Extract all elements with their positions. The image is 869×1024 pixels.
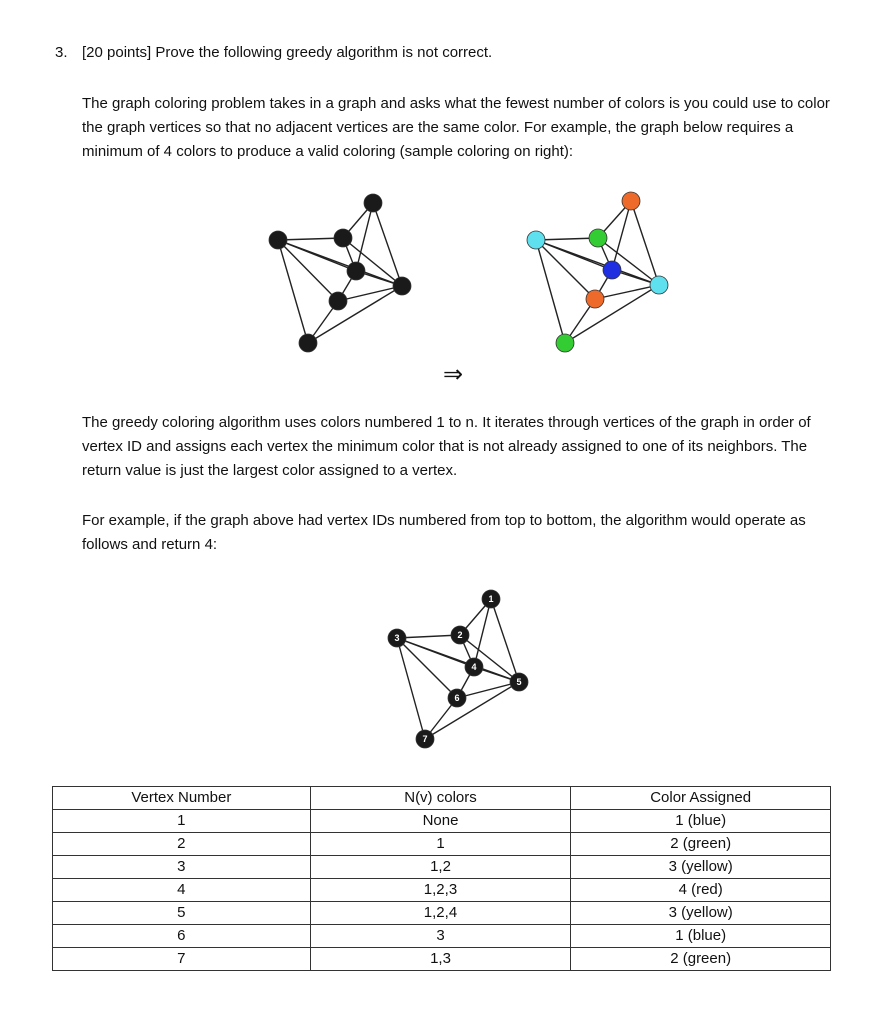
- graph-edge: [425, 682, 519, 739]
- graph-vertex: [329, 292, 347, 310]
- table-row: [53, 856, 831, 879]
- header-color-assigned: Color Assigned: [571, 787, 831, 810]
- graph-edge: [457, 682, 519, 698]
- graph-vertex: [393, 277, 411, 295]
- numbered-graph: [0, 580, 869, 760]
- cell-vertex: 1: [53, 810, 311, 833]
- graph-vertex: [589, 229, 607, 247]
- cell-neighbor-colors: None: [310, 810, 571, 833]
- graph-edge: [397, 638, 425, 739]
- table-row: [53, 902, 831, 925]
- cell-color: 3 (yellow): [571, 902, 831, 925]
- colored-graph-vertices: [527, 192, 668, 352]
- vertex-number-label: 1: [488, 594, 494, 604]
- header-neighbor-colors: N(v) colors: [310, 787, 571, 810]
- graph-vertex: [334, 229, 352, 247]
- cell-vertex: 7: [53, 948, 311, 971]
- graph-edge: [278, 238, 343, 240]
- graph-vertex: [586, 290, 604, 308]
- implies-arrow: ⇒: [443, 361, 464, 388]
- graph-vertex: [556, 334, 574, 352]
- graph-vertex: [603, 261, 621, 279]
- cell-neighbor-colors: 3: [310, 925, 571, 948]
- uncolored-graph-edges: [278, 203, 402, 343]
- paragraph-example: For example, if the graph above had vertex IDs numbered from top to bottom, the algorithm would operate as follows and return 4:: [82, 512, 806, 553]
- cell-color: 1 (blue): [571, 925, 831, 948]
- cell-vertex: 5: [53, 902, 311, 925]
- example-graphs: [0, 0, 869, 400]
- cell-neighbor-colors: 1,2,3: [310, 879, 571, 902]
- cell-vertex: 3: [53, 856, 311, 879]
- vertex-number-label: 3: [394, 633, 400, 643]
- graph-edge: [338, 286, 402, 301]
- graph-edge: [397, 635, 460, 638]
- vertex-number-label: 2: [457, 630, 463, 640]
- question-number: 3.: [55, 44, 68, 61]
- table-row: [53, 879, 831, 902]
- graph-vertex: [269, 231, 287, 249]
- cell-vertex: 2: [53, 833, 311, 856]
- graph-vertex: [364, 194, 382, 212]
- vertex-number-label: 4: [471, 662, 477, 672]
- table-row: [53, 833, 831, 856]
- graph-edge: [491, 599, 519, 682]
- greedy-trace-table: [52, 786, 831, 971]
- cell-neighbor-colors: 1,3: [310, 948, 571, 971]
- table-row: [53, 810, 831, 833]
- graph-edge: [308, 286, 402, 343]
- graph-vertex: [650, 276, 668, 294]
- table-row: [53, 925, 831, 948]
- vertex-number-label: 7: [422, 734, 428, 744]
- table-row: [53, 948, 831, 971]
- graph-vertex: [347, 262, 365, 280]
- header-vertex-number: Vertex Number: [53, 787, 311, 810]
- cell-neighbor-colors: 1,2,4: [310, 902, 571, 925]
- vertex-number-label: 5: [516, 677, 522, 687]
- graph-edge: [595, 285, 659, 299]
- graph-vertex: [299, 334, 317, 352]
- graph-vertex: [527, 231, 545, 249]
- numbered-graph-edges: [397, 599, 522, 739]
- colored-graph-edges: [536, 201, 659, 343]
- cell-color: 1 (blue): [571, 810, 831, 833]
- paragraph-problem-description: The graph coloring problem takes in a graph and asks what the fewest number of colors is you could use to color the graph vertices so that no adjacent vertices are the same color. For example, the graph below requires a minimum of 4 colors to produce a valid coloring (sample coloring on right):: [82, 95, 830, 160]
- graph-edge: [565, 285, 659, 343]
- vertex-number-label: 6: [454, 693, 460, 703]
- graph-vertex: [622, 192, 640, 210]
- cell-vertex: 4: [53, 879, 311, 902]
- graph-edge: [631, 201, 659, 285]
- cell-color: 4 (red): [571, 879, 831, 902]
- cell-color: 2 (green): [571, 833, 831, 856]
- table-header-row: [53, 787, 831, 810]
- cell-color: 3 (yellow): [571, 856, 831, 879]
- cell-neighbor-colors: 1,2: [310, 856, 571, 879]
- cell-color: 2 (green): [571, 948, 831, 971]
- cell-vertex: 6: [53, 925, 311, 948]
- cell-neighbor-colors: 1: [310, 833, 571, 856]
- paragraph-greedy-algorithm: The greedy coloring algorithm uses colors numbered 1 to n. It iterates through vertices of the graph in order of vertex ID and assigns each vertex the minimum color that is not already assigned to one of its neighbors. The return value is just the largest color assigned to a vertex.: [82, 414, 811, 479]
- numbered-graph-vertices: [388, 590, 528, 748]
- question-heading: [20 points] Prove the following greedy algorithm is not correct.: [82, 44, 493, 61]
- uncolored-graph-vertices: [269, 194, 411, 352]
